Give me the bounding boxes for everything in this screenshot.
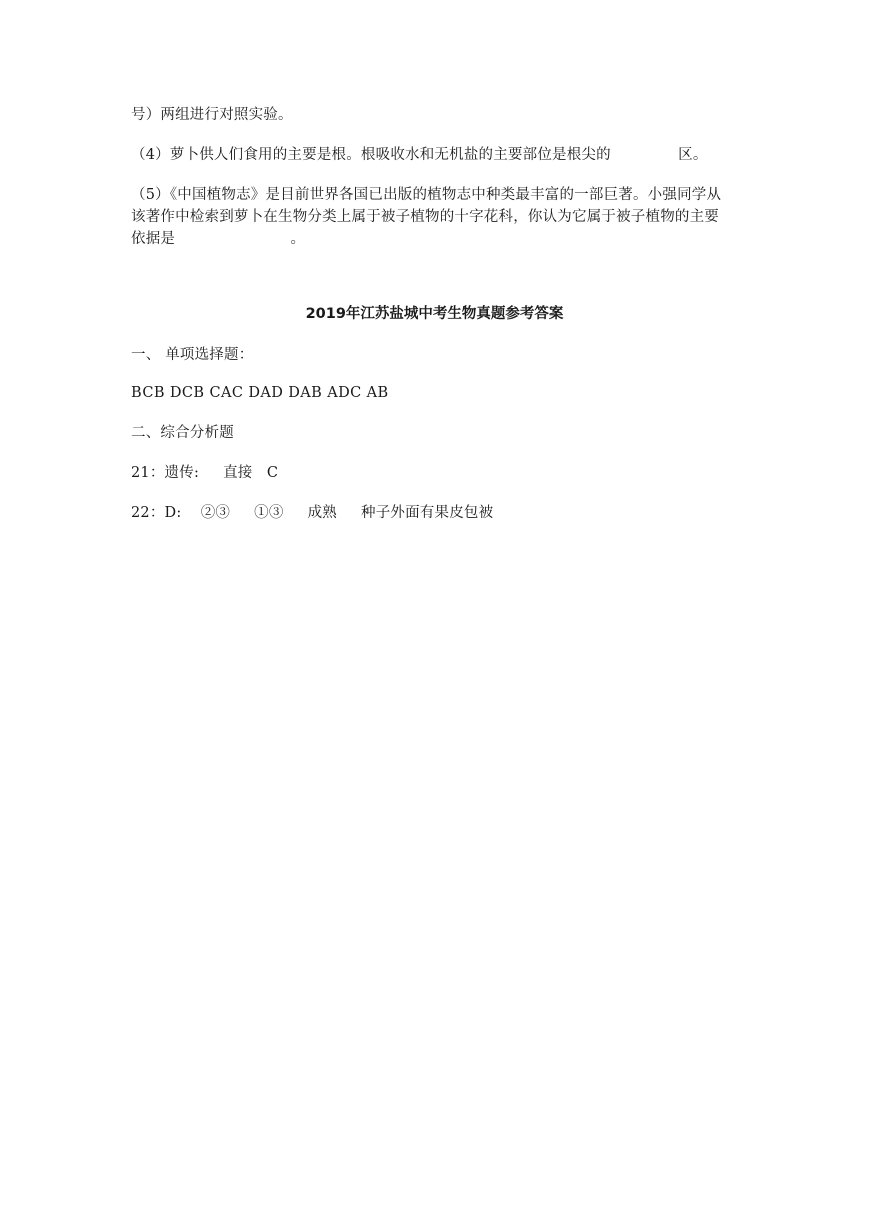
question-continuation-line: 号）两组进行对照实验。 xyxy=(131,107,293,123)
answer-22: 22：D: ②③ ①③ 成熟 种子外面有果皮包被 xyxy=(131,505,494,521)
answer-21: 21：遗传: 直接 C xyxy=(131,465,279,481)
single-choice-answers: BCB DCB CAC DAD DAB ADC AB xyxy=(131,385,389,401)
question-5-line-1: （5）《中国植物志》是目前世界各国已出版的植物志中种类最丰富的一部巨著。小强同学从 xyxy=(131,187,722,203)
question-5-line-3: 依据是 。 xyxy=(131,231,306,247)
section-comprehensive-heading: 二、综合分析题 xyxy=(131,425,234,441)
question-5-line-2: 该著作中检索到萝卜在生物分类上属于被子植物的十字花科，你认为它属于被子植物的主要 xyxy=(131,209,719,225)
section-single-choice-heading: 一、 单项选择题： xyxy=(131,347,254,363)
question-4: （4）萝卜供人们食用的主要是根。根吸收水和无机盐的主要部位是根尖的 区。 xyxy=(131,147,708,163)
answer-key-title: 2019年江苏盐城中考生物真题参考答案 xyxy=(305,306,564,322)
